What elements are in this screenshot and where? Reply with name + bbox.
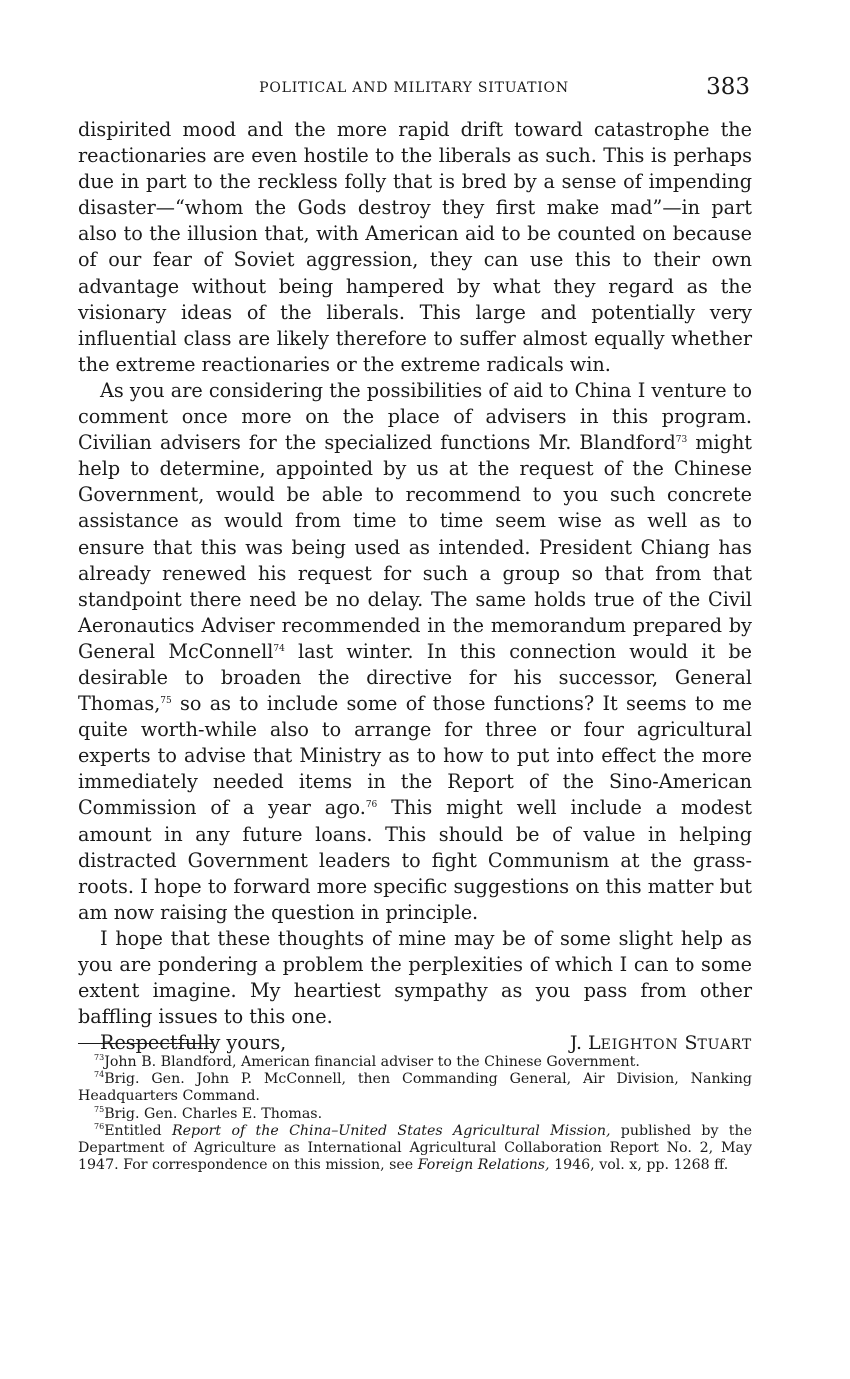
paragraph-2-text-d: so as to include some of those functions? It seems to me quite worth-while also to arrange for three or four agricultural experts to advise that Ministry as to how to put into effect the more immediately needed items in the Report of the Sino-American Commission of a year ago. <box>78 692 752 820</box>
footnote-75-text: Brig. Gen. Charles E. Thomas. <box>104 1105 323 1122</box>
footnotes <box>78 1054 752 1174</box>
paragraph-2-text-c: last winter. In this connection would it be desirable to broaden the directive for his successor, General Thomas, <box>78 639 752 716</box>
paragraph-3: I hope that these thoughts of mine may be of some slight help as you are pondering a problem the perplexities of which I can to some extent imagine. My heartiest sympathy as you pass from other baffling issues to this one. <box>78 926 752 1029</box>
footnote-ref-73: 73 <box>675 435 688 446</box>
signature-first-rest: EIGHTON <box>600 1037 679 1054</box>
footnote-ref-75: 75 <box>160 696 172 707</box>
footnote-ref-74: 74 <box>273 643 285 654</box>
footnote-73-number: 73 <box>94 1053 105 1062</box>
footnote-75-number: 75 <box>94 1104 105 1114</box>
paragraph-2-text-e: This might well include a modest amount in any future loans. This should be of value in helping distracted Government leaders to fight Communism at the grass-roots. I hope to forward more specific suggestions on this matter but am now raising the question in principle. <box>78 796 752 924</box>
footnote-74 <box>78 1071 752 1105</box>
paragraph-1: dispirited mood and the more rapid drift toward catastrophe the reactionaries are even hostile to the liberals as such. This is perhaps due in part to the reckless folly that is bred by a sense of impending disaster—“whom the Gods destroy they first make mad”—in part also to the illusion that, with American aid to be counted on because of our fear of Soviet aggression, they can use this to their own advantage without being hampered by what they regard as the visionary ideas of the liberals. This large and potentially very influential class are likely therefore to suffer almost equally whether the extreme reactionaries or the extreme radicals win. <box>78 118 752 376</box>
footnote-74-text: Brig. Gen. John P. McConnell, then Commanding General, Air Division, Nanking Headquarters Command. <box>78 1071 752 1105</box>
footnote-divider <box>78 1043 212 1044</box>
signature-last-rest: TUART <box>697 1037 752 1054</box>
complimentary-close: Respectfully yours, <box>100 1031 287 1055</box>
signature-first-cap: L <box>588 1032 601 1055</box>
footnote-73-text: John B. Blandford, American financial adviser to the Chinese Government. <box>104 1054 640 1070</box>
footnote-76-report-title: Report of the China–United States Agricultural Mission, <box>171 1122 611 1139</box>
footnote-76-text-a: Entitled <box>104 1122 172 1139</box>
letter-body <box>78 117 752 1056</box>
footnote-76-text-c: 1946, vol. x, pp. 1268 ff. <box>549 1157 729 1174</box>
footnote-75 <box>78 1106 752 1123</box>
footnote-74-number: 74 <box>94 1070 105 1080</box>
footnote-73 <box>78 1054 752 1071</box>
paragraph-2-text-a: As you are considering the possibilities of aid to China I venture to comment once more on the place of advisers in this program. Civilian advisers for the specialized functions Mr. Blandford <box>78 378 752 455</box>
footnote-76-text-b: published by the Department of Agriculture as International Agricultural Collaboration Report No. 2, May 1947. For correspondence on this mission, see <box>78 1122 753 1174</box>
signature-last-cap: S <box>678 1032 698 1055</box>
footnote-76-number: 76 <box>94 1121 105 1131</box>
paragraph-2-text-b: might help to determine, appointed by us at the request of the Chinese Government, would be able to recommend to you such concrete assistance as would from time to time seem wise as well as to ensure that this was being used as intended. President Chiang has already renewed his request for such a group so that from that standpoint there need be no delay. The same holds true of the Civil Aeronautics Adviser recommended in the memorandum prepared by General McConnell <box>78 431 753 663</box>
running-title: POLITICAL AND MILITARY SITUATION <box>259 80 569 96</box>
signature-initial: J. <box>569 1032 589 1055</box>
paragraph-2 <box>78 378 752 926</box>
page-header <box>78 74 750 104</box>
footnote-76-series-title: Foreign Relations, <box>417 1157 550 1174</box>
footnote-ref-76: 76 <box>365 800 378 811</box>
footnote-76 <box>78 1123 752 1175</box>
page-number: 383 <box>706 74 750 100</box>
